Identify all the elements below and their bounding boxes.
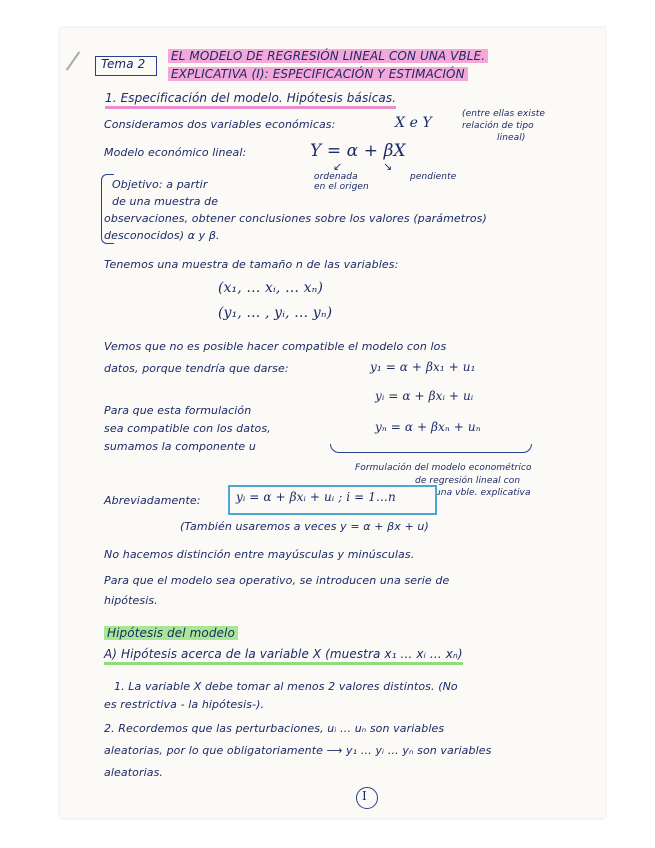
model-label: Modelo económico lineal: [104,146,247,159]
title-line-1: EL MODELO DE REGRESIÓN LINEAL CON UNA VBLE. [168,49,488,63]
ordenada-label-2: en el origen [314,182,369,192]
item2-line-3: aleatorias. [104,766,163,779]
sample-x: (x₁, … xᵢ, … xₙ) [218,280,324,296]
ordenada-label: ordenada [314,172,358,182]
para-line-3: sumamos la componente u [104,440,256,453]
main-equation: yᵢ = α + βxᵢ + uᵢ ; i = 1…n [236,490,396,504]
side-note-1: (entre ellas existe [462,109,546,119]
section-a-heading: A) Hipótesis acerca de la variable X (muestra x₁ … xᵢ … xₙ) [104,647,463,661]
vemos-line-2: datos, porque tendría que darse: [104,362,289,375]
paraque-line-1: Para que el modelo sea operativo, se introducen una serie de [104,574,450,587]
arrow-down-right-icon: ↘ [383,160,393,173]
arrow-down-left-icon: ↙ [333,160,343,173]
formulacion-line-1: Formulación del modelo econométrico [355,463,532,473]
abreviadamente-label: Abreviadamente: [104,494,201,507]
objetivo-line-3: observaciones, obtener conclusiones sobre los valores (parámetros) [104,212,487,225]
objetivo-line-1: Objetivo: a partir [112,178,208,191]
paraque-line-2: hipótesis. [104,594,158,607]
consider-text: Consideramos dos variables económicas: [104,118,336,131]
hipotesis-heading: Hipótesis del modelo [104,626,238,640]
objetivo-line-4: desconocidos) α y β. [104,229,220,242]
page-number: I [362,789,367,803]
equation-1: y₁ = α + βx₁ + u₁ [370,360,476,374]
equation-i: yᵢ = α + βxᵢ + uᵢ [375,389,474,403]
curly-brace [330,444,532,453]
title-line-2: EXPLICATIVA (I): ESPECIFICACIÓN Y ESTIMACIÓN [168,67,468,81]
section1-heading: 1. Especificación del modelo. Hipótesis básicas. [105,91,396,105]
nohacemos-text: No hacemos distinción entre mayúsculas y minúsculas. [104,548,415,561]
side-note-3: lineal) [497,133,526,143]
para-line-1: Para que esta formulación [104,404,252,417]
objetivo-line-2: de una muestra de [112,195,219,208]
sample-y: (y₁, … , yᵢ, … yₙ) [218,305,333,321]
tenemos-text: Tenemos una muestra de tamaño n de las variables: [104,258,399,271]
item2-line-2: aleatorias, por lo que obligatoriamente ⟶ y₁ … yᵢ … yₙ son variables [104,744,492,757]
formulacion-line-3: una vble. explicativa [435,488,531,498]
para-line-2: sea compatible con los datos, [104,422,271,435]
consider-vars: X e Y [395,115,432,131]
item2-line-1: 2. Recordemos que las perturbaciones, uᵢ … uₙ son variables [104,722,445,735]
model-equation: Y = α + βX [310,141,406,161]
formulacion-line-2: de regresión lineal con [415,476,521,486]
vemos-line-1: Vemos que no es posible hacer compatible el modelo con los [104,340,447,353]
item1-line-1: 1. La variable X debe tomar al menos 2 valores distintos. (No [114,680,458,693]
pendiente-label: pendiente [410,172,457,182]
tema-label: Tema 2 [101,57,146,71]
equation-n: yₙ = α + βxₙ + uₙ [375,420,481,434]
page-number-circle [356,787,378,809]
tambien-text: (También usaremos a veces y = α + βx + u) [180,520,429,533]
item1-line-2: es restrictiva - la hipótesis-). [104,698,265,711]
side-note-2: relación de tipo [462,121,534,131]
